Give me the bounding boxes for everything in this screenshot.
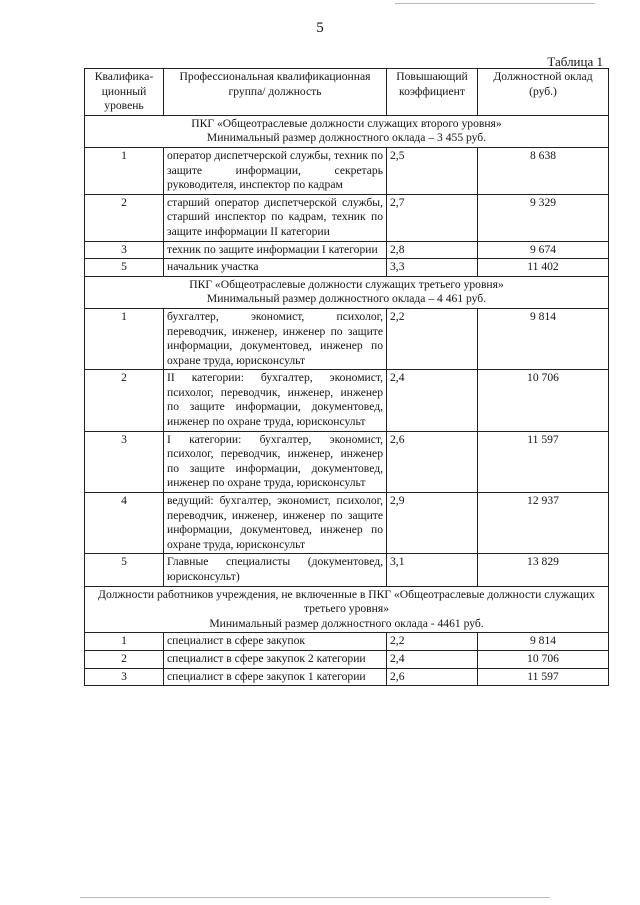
salary-cell: 9 674 bbox=[478, 241, 609, 259]
section-group-name: Должности работников учреждения, не включенные в ПКГ «Общеотраслевые должности служащих третьего уровня» bbox=[98, 587, 595, 616]
level-cell: 2 bbox=[85, 650, 164, 668]
salary-cell: 9 329 bbox=[478, 194, 609, 241]
level-cell: 1 bbox=[85, 308, 164, 369]
salary-cell: 10 706 bbox=[478, 370, 609, 431]
table-row bbox=[85, 241, 609, 259]
scan-artifact-bottom bbox=[80, 897, 550, 898]
table-row bbox=[85, 259, 609, 277]
position-cell: специалист в сфере закупок 1 категории bbox=[164, 668, 387, 686]
salary-cell: 11 597 bbox=[478, 668, 609, 686]
scan-artifact-top bbox=[395, 3, 595, 4]
position-cell: оператор диспетчерской службы, техник по защите информации, секретарь руководителя, инспектор по кадрам bbox=[164, 147, 387, 194]
position-cell: начальник участка bbox=[164, 259, 387, 277]
level-cell: 1 bbox=[85, 147, 164, 194]
salary-cell: 12 937 bbox=[478, 493, 609, 554]
table-row bbox=[85, 370, 609, 431]
section-title bbox=[85, 586, 609, 633]
level-cell: 3 bbox=[85, 668, 164, 686]
table-row bbox=[85, 650, 609, 668]
table-row bbox=[85, 308, 609, 369]
table-row bbox=[85, 668, 609, 686]
level-cell: 1 bbox=[85, 633, 164, 651]
coefficient-cell: 2,6 bbox=[387, 431, 478, 492]
salary-cell: 11 597 bbox=[478, 431, 609, 492]
table-caption: Таблица 1 bbox=[547, 54, 603, 69]
section-header-row bbox=[85, 586, 609, 633]
table-row bbox=[85, 493, 609, 554]
coefficient-cell: 2,4 bbox=[387, 370, 478, 431]
position-cell: бухгалтер, экономист, психолог, переводчик, инженер, инженер по защите информации, документовед, инженер по охране труда, юрисконсульт bbox=[164, 308, 387, 369]
table-row bbox=[85, 147, 609, 194]
position-cell: ведущий: бухгалтер, экономист, психолог, переводчик, инженер, инженер по защите информации, документовед, инженер по охране труда, юрисконсульт bbox=[164, 493, 387, 554]
section-header-row bbox=[85, 276, 609, 308]
table-row bbox=[85, 633, 609, 651]
section-group-name: ПКГ «Общеотраслевые должности служащих третьего уровня» bbox=[189, 277, 504, 291]
level-cell: 5 bbox=[85, 554, 164, 586]
coefficient-cell: 2,6 bbox=[387, 668, 478, 686]
level-cell: 3 bbox=[85, 241, 164, 259]
position-cell: I категории: бухгалтер, экономист, психолог, переводчик, инженер, инженер по защите информации, документовед, инженер по охране труда, юрисконсульт bbox=[164, 431, 387, 492]
section-title bbox=[85, 276, 609, 308]
coefficient-cell: 3,3 bbox=[387, 259, 478, 277]
salary-table bbox=[84, 68, 609, 686]
table-row bbox=[85, 431, 609, 492]
salary-cell: 11 402 bbox=[478, 259, 609, 277]
salary-cell: 9 814 bbox=[478, 308, 609, 369]
table-row bbox=[85, 194, 609, 241]
section-min-salary: Минимальный размер должностного оклада – 3 455 руб. bbox=[206, 131, 487, 145]
section-min-salary: Минимальный размер должностного оклада – 4 461 руб. bbox=[206, 292, 487, 306]
level-cell: 3 bbox=[85, 431, 164, 492]
page-number: 5 bbox=[316, 20, 324, 36]
coefficient-cell: 2,7 bbox=[387, 194, 478, 241]
coefficient-cell: 2,9 bbox=[387, 493, 478, 554]
salary-cell: 9 814 bbox=[478, 633, 609, 651]
header-group: Профессиональная квалификационная группа/ должность bbox=[164, 69, 387, 116]
position-cell: специалист в сфере закупок 2 категории bbox=[164, 650, 387, 668]
position-cell: Главные специалисты (документовед, юрисконсульт) bbox=[164, 554, 387, 586]
header-level: Квалифика-ционный уровень bbox=[85, 69, 164, 116]
position-cell: старший оператор диспетчерской службы, старший инспектор по кадрам, техник по защите информации II категории bbox=[164, 194, 387, 241]
salary-cell: 10 706 bbox=[478, 650, 609, 668]
coefficient-cell: 2,4 bbox=[387, 650, 478, 668]
section-title bbox=[85, 115, 609, 147]
position-cell: специалист в сфере закупок bbox=[164, 633, 387, 651]
level-cell: 5 bbox=[85, 259, 164, 277]
table-header-row bbox=[85, 69, 609, 116]
level-cell: 2 bbox=[85, 194, 164, 241]
coefficient-cell: 2,2 bbox=[387, 308, 478, 369]
position-cell: II категории: бухгалтер, экономист, психолог, переводчик, инженер, инженер по защите информации, документовед, инженер по охране труда, юрисконсульт bbox=[164, 370, 387, 431]
level-cell: 4 bbox=[85, 493, 164, 554]
salary-cell: 8 638 bbox=[478, 147, 609, 194]
coefficient-cell: 2,5 bbox=[387, 147, 478, 194]
section-header-row bbox=[85, 115, 609, 147]
coefficient-cell: 2,2 bbox=[387, 633, 478, 651]
section-group-name: ПКГ «Общеотраслевые должности служащих второго уровня» bbox=[191, 116, 502, 130]
section-min-salary: Минимальный размер должностного оклада - 4461 руб. bbox=[209, 616, 484, 630]
coefficient-cell: 3,1 bbox=[387, 554, 478, 586]
header-coefficient: Повышающий коэффициент bbox=[387, 69, 478, 116]
table-body bbox=[85, 115, 609, 685]
table-row bbox=[85, 554, 609, 586]
level-cell: 2 bbox=[85, 370, 164, 431]
header-salary: Должностной оклад (руб.) bbox=[478, 69, 609, 116]
salary-cell: 13 829 bbox=[478, 554, 609, 586]
position-cell: техник по защите информации I категории bbox=[164, 241, 387, 259]
coefficient-cell: 2,8 bbox=[387, 241, 478, 259]
